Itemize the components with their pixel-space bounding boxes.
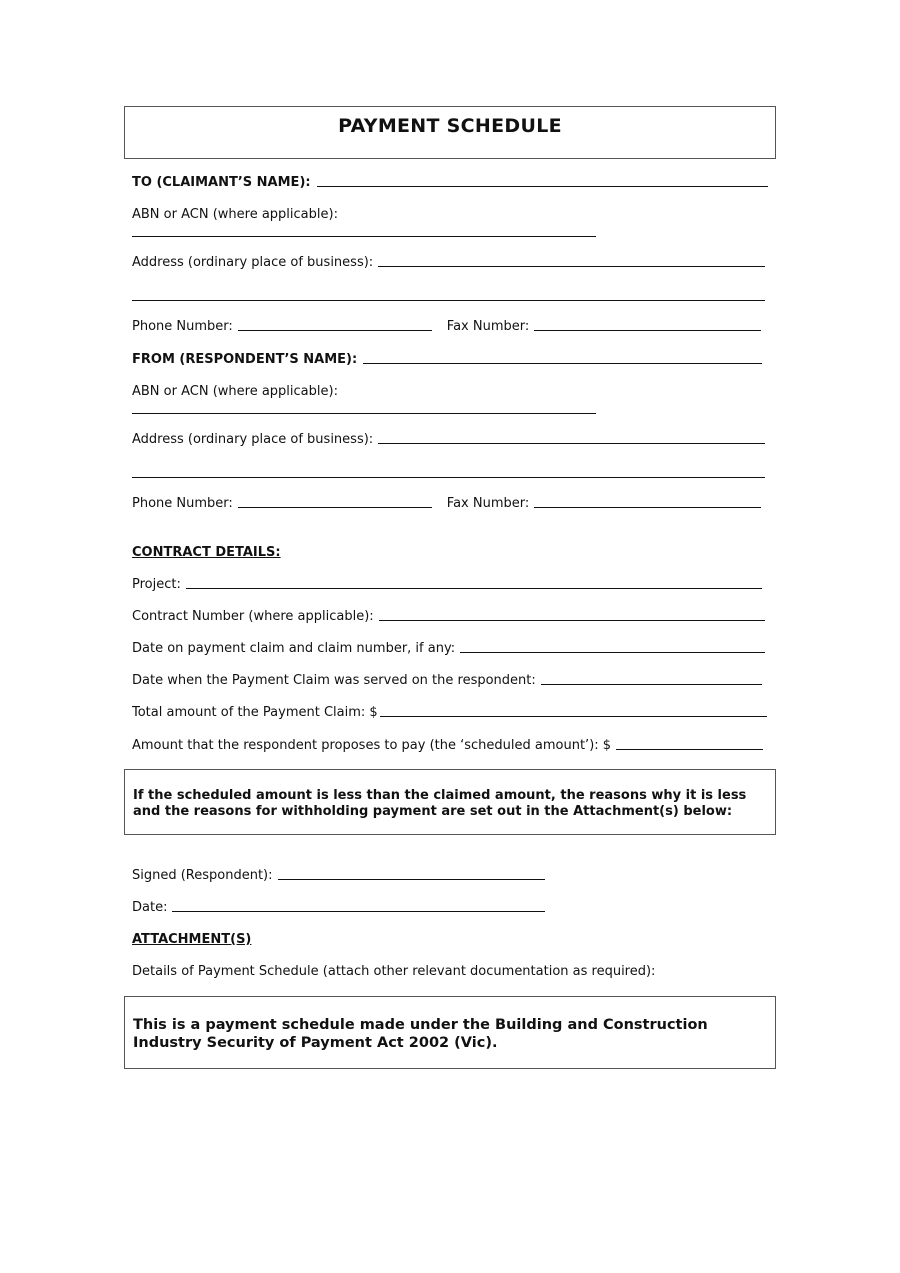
claimant-name-line[interactable] xyxy=(317,185,768,187)
respondent-phone-fax-row xyxy=(132,496,761,511)
total-amount-label: Total amount of the Payment Claim: $ xyxy=(132,705,378,720)
respondent-address-line-2[interactable] xyxy=(132,477,765,478)
date-line[interactable] xyxy=(172,910,545,912)
respondent-abn-label-row xyxy=(132,384,338,399)
date-served-line[interactable] xyxy=(541,683,762,685)
respondent-phone-label: Phone Number: xyxy=(132,496,233,511)
reasons-notice-line-1: If the scheduled amount is less than the claimed amount, the reasons why it is less xyxy=(133,788,747,803)
contract-number-label: Contract Number (where applicable): xyxy=(132,609,374,624)
act-statement-line-2: Industry Security of Payment Act 2002 (Vic). xyxy=(133,1035,498,1051)
claimant-abn-label: ABN or ACN (where applicable): xyxy=(132,207,338,222)
date-claim-field[interactable] xyxy=(132,641,765,656)
date-served-field[interactable] xyxy=(132,673,762,688)
project-line[interactable] xyxy=(186,587,762,589)
respondent-fax-label: Fax Number: xyxy=(446,496,530,511)
claimant-fax-line[interactable] xyxy=(534,329,761,331)
respondent-name-line[interactable] xyxy=(363,362,762,364)
reasons-notice-line-2: and the reasons for withholding payment are set out in the Attachment(s) below: xyxy=(133,804,733,819)
claimant-address-field[interactable] xyxy=(132,255,765,270)
respondent-address-label: Address (ordinary place of business): xyxy=(132,432,374,447)
respondent-name-field[interactable] xyxy=(132,352,762,367)
attachments-heading: ATTACHMENT(S) xyxy=(132,932,252,947)
project-field[interactable] xyxy=(132,577,762,592)
claimant-phone-line[interactable] xyxy=(238,329,432,331)
page-title: PAYMENT SCHEDULE xyxy=(338,115,562,137)
attachments-details-label: Details of Payment Schedule (attach other relevant documentation as required): xyxy=(132,964,656,979)
attachments-details-row xyxy=(132,964,655,979)
claimant-abn-label-row xyxy=(132,207,338,222)
signed-label: Signed (Respondent): xyxy=(132,868,273,883)
contract-details-heading: CONTRACT DETAILS: xyxy=(132,545,281,560)
claimant-abn-line[interactable] xyxy=(132,236,596,237)
total-amount-field[interactable] xyxy=(132,705,767,720)
contract-number-line[interactable] xyxy=(379,619,765,621)
claimant-address-line-2[interactable] xyxy=(132,300,765,301)
respondent-fax-line[interactable] xyxy=(534,506,761,508)
reasons-notice-box xyxy=(124,769,776,835)
total-amount-line[interactable] xyxy=(380,715,767,717)
claimant-address-label: Address (ordinary place of business): xyxy=(132,255,374,270)
project-label: Project: xyxy=(132,577,181,592)
act-statement-line-1: This is a payment schedule made under the Building and Construction xyxy=(133,1017,708,1033)
respondent-abn-line[interactable] xyxy=(132,413,596,414)
proposed-amount-field[interactable] xyxy=(132,738,763,753)
claimant-phone-label: Phone Number: xyxy=(132,319,233,334)
claimant-name-field[interactable] xyxy=(132,175,768,190)
act-statement-box xyxy=(124,996,776,1069)
date-served-label: Date when the Payment Claim was served on the respondent: xyxy=(132,673,536,688)
date-claim-label: Date on payment claim and claim number, if any: xyxy=(132,641,456,656)
claimant-phone-fax-row xyxy=(132,319,761,334)
contract-number-field[interactable] xyxy=(132,609,765,624)
respondent-phone-line[interactable] xyxy=(238,506,432,508)
proposed-amount-label: Amount that the respondent proposes to pay (the ‘scheduled amount’): $ xyxy=(132,738,612,753)
proposed-amount-line[interactable] xyxy=(616,748,763,750)
date-label: Date: xyxy=(132,900,168,915)
respondent-name-label: FROM (RESPONDENT’S NAME): xyxy=(132,352,358,367)
claimant-name-label: TO (CLAIMANT’S NAME): xyxy=(132,175,311,190)
respondent-abn-label: ABN or ACN (where applicable): xyxy=(132,384,338,399)
claimant-address-line[interactable] xyxy=(378,265,765,267)
respondent-address-field[interactable] xyxy=(132,432,765,447)
date-field[interactable] xyxy=(132,900,545,915)
signed-line[interactable] xyxy=(278,878,545,880)
title-box xyxy=(124,106,776,159)
signed-field[interactable] xyxy=(132,868,545,883)
date-claim-line[interactable] xyxy=(460,651,765,653)
claimant-fax-label: Fax Number: xyxy=(446,319,530,334)
respondent-address-line[interactable] xyxy=(378,442,765,444)
